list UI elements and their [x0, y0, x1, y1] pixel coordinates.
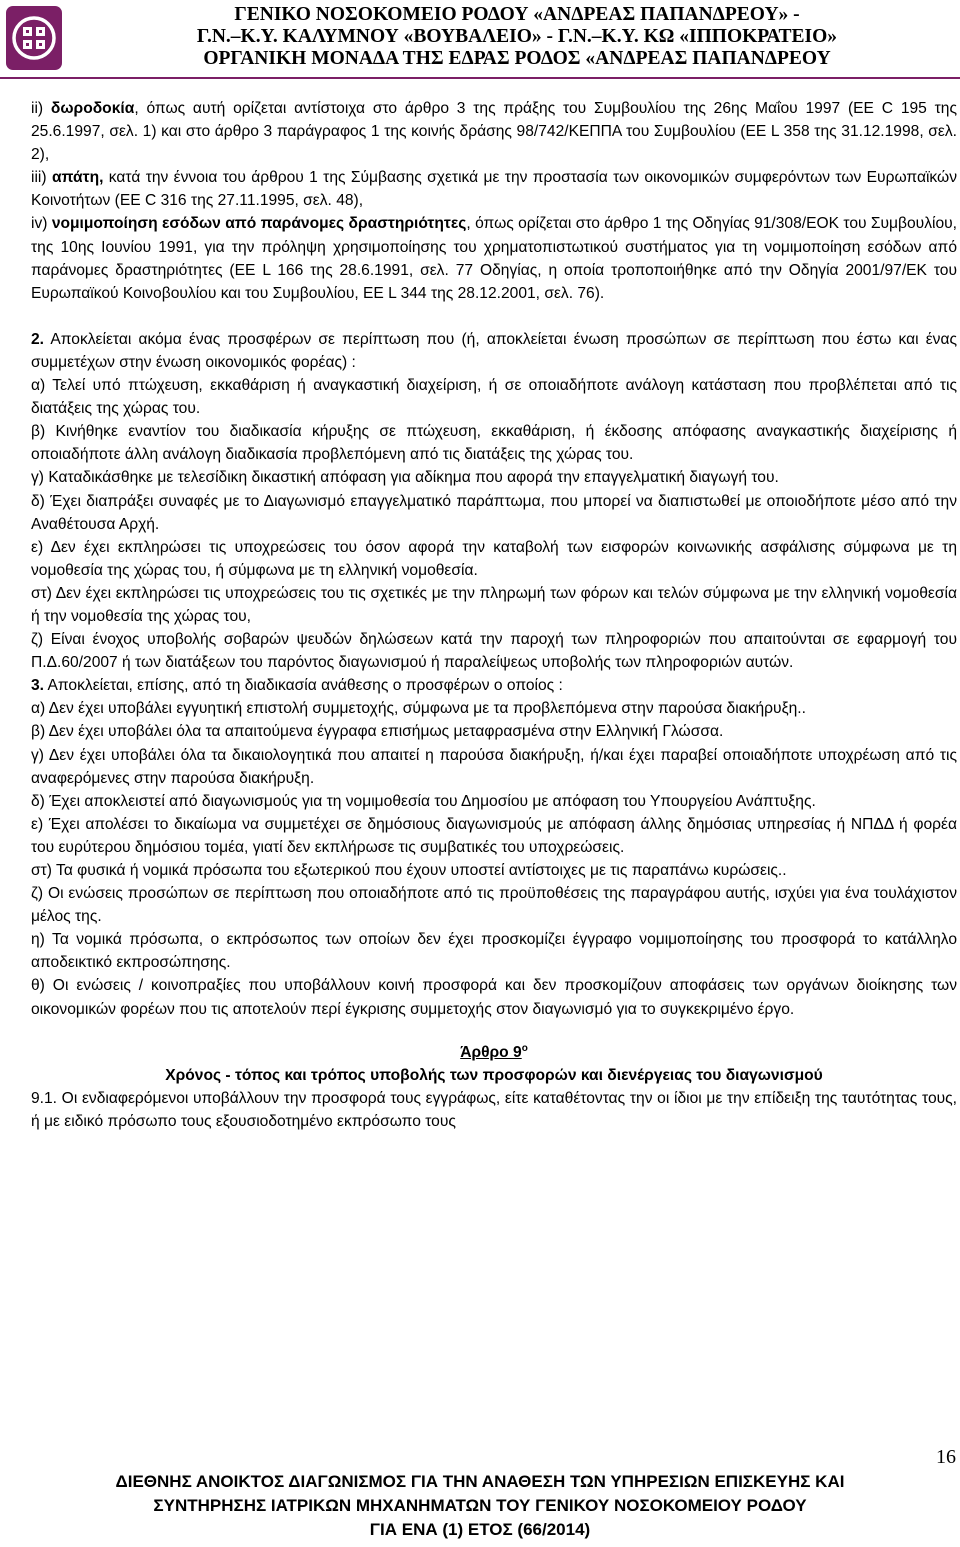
- paragraph-9-1: 9.1. Οι ενδιαφερόμενοι υποβάλλουν την προσφορά τους εγγράφως, είτε καταθέτοντας την οι ίδιοι με την επίδειξη της ταυτότητας τους, ή με ειδικό πρόσωπο τους εξουσιοδοτημένο εκπρόσωπο τους: [31, 1090, 957, 1131]
- section-2-item-e: ε) Δεν έχει εκπληρώσει τις υποχρεώσεις του όσον αφορά την καταβολή των εισφορών κοινωνικής ασφάλισης σύμφωνα με τη νομοθεσία της χώρας του, ή σύμφωνα με τη ελληνική νομοθεσία.: [31, 538, 957, 579]
- page-number: 16: [936, 1446, 956, 1468]
- hospital-emblem-icon: [6, 6, 62, 70]
- section-2-item-st: στ) Δεν έχει εκπληρώσει τις υποχρεώσεις του τις σχετικές με την πληρωμή των φόρων και τελών σύμφωνα με την ελληνική νομοθεσία ή την νομοθεσία της χώρας του,: [31, 584, 957, 625]
- page-footer: [0, 1470, 960, 1542]
- header-line-3: ΟΡΓΑΝΙΚΗ ΜΟΝΑΔΑ ΤΗΣ ΕΔΡΑΣ ΡΟΔΟΣ «ΑΝΔΡΕΑΣ ΠΑΠΑΝΔΡΕΟΥ: [203, 48, 831, 69]
- header-divider: [0, 77, 960, 79]
- section-3-item-a: α) Δεν έχει υποβάλει εγγυητική επιστολή συμμετοχής, σύμφωνα με τα προβλεπόμενα στην παρούσα διακήρυξη..: [31, 700, 806, 718]
- document-body: [31, 97, 957, 1133]
- section-2-item-a: α) Τελεί υπό πτώχευση, εκκαθάριση ή αναγκαστική διαχείριση, ή σε οποιαδήποτε ανάλογη κατάσταση που προβλέπεται από τις διατάξεις της χώρας του.: [31, 377, 957, 418]
- section-3-number: 3.: [31, 677, 45, 695]
- section-2-item-z: ζ) Είναι ένοχος υποβολής σοβαρών ψευδών δηλώσεων κατά την παροχή των πληροφοριών που απαιτούνται σε εφαρμογή του Π.Δ.60/2007 ή των διατάξεων του παρόντος διαγωνισμού ή παραλείψεως υποβολής των πληροφοριών αυτών.: [31, 631, 957, 672]
- section-3-item-st: στ) Τα φυσικά ή νομικά πρόσωπα του εξωτερικού που έχουν υποστεί αντίστοιχες με τις παραπάνω κυρώσεις..: [31, 862, 787, 879]
- article-title: Άρθρο $9^o$: [460, 1042, 528, 1061]
- section-3-item-d: δ) Έχει αποκλειστεί από διαγωνισμούς για τη νομιμοθεσία του Δημοσίου με απόφαση του Υπουργείου Ανάπτυξης.: [31, 792, 816, 810]
- item-iii: iii) απάτη, κατά την έννοια του άρθρου 1 της Σύμβασης σχετικά με την προστασία των οικονομικών συμφερόντων των Ευρωπαϊκών Κοινοτήτων (ΕΕ C 316 της 27.11.1995, σελ. 48),: [31, 169, 957, 210]
- article-subtitle: Χρόνος - τόπος και τρόπος υποβολής των προσφορών και διενέργειας του διαγωνισμού: [165, 1066, 823, 1084]
- item-ii-term: δωροδοκία: [50, 100, 135, 117]
- section-3-item-th: θ) Οι ενώσεις / κοινοπραξίες που υποβάλλουν κοινή προσφορά και δεν προσκομίζουν αποφάσεις των οργάνων διοίκησης των οικονομικών φορέων που τις αποτελούν περί έγκρισης συμμετοχής στον διαγωνισμό για το συγκεκριμένο έργο.: [31, 977, 957, 1018]
- section-2-number: 2.: [31, 330, 45, 348]
- header-line-1: ΓΕΝΙΚΟ ΝΟΣΟΚΟΜΕΙΟ ΡΟΔΟΥ «ΑΝΔΡΕΑΣ ΠΑΠΑΝΔΡΕΟΥ» -: [234, 4, 800, 25]
- section-3-item-z: ζ) Οι ενώσεις προσώπων σε περίπτωση που οποιαδήποτε από τις προϋποθέσεις της παραγράφου αυτής, ισχύει για ένα τουλάχιστον μέλος της.: [31, 885, 957, 926]
- section-3-item-h: η) Τα νομικά πρόσωπα, ο εκπρόσωπος των οποίων δεν έχει προσκομίζει έγγραφο νομιμοποίησης του προσφορά το κατάλληλο αποδεικτικό εκπροσώπησης.: [31, 931, 957, 972]
- section-2-intro: 2. Αποκλείεται ακόμα ένας προσφέρων σε περίπτωση που (ή, αποκλείεται ένωση προσώπων σε περίπτωση που έστω και ένας συμμετέχων στην ένωση οικονομικός φορέας) :: [31, 330, 957, 371]
- section-3-intro: 3. Αποκλείεται, επίσης, από τη διαδικασία ανάθεσης ο προσφέρων ο οποίος :: [31, 677, 563, 695]
- footer-line-3: ΓΙΑ ΕΝΑ (1) ΕΤΟΣ (66/2014): [369, 1520, 591, 1539]
- header-line-2: Γ.Ν.–Κ.Υ. ΚΑΛΥΜΝΟΥ «ΒΟΥΒΑΛΕΙΟ» - Γ.Ν.–Κ.Υ. ΚΩ «ΙΠΠΟΚΡΑΤΕΙΟ»: [196, 26, 838, 47]
- section-3-item-b: β) Δεν έχει υποβάλει όλα τα απαιτούμενα έγγραφα επισήμως μεταφρασμένα στην Ελληνική Γλώσσα.: [31, 723, 724, 741]
- item-ii: ii) δωροδοκία, όπως αυτή ορίζεται αντίστοιχα στο άρθρο 3 της πράξης του Συμβουλίου της 26ης Μαΐου 1997 (ΕΕ C 195 της 25.6.1997, σελ. 1) και στο άρθρο 3 παράγραφος 1 της κοινής δράσης 98/742/ΚΕΠΠΑ του Συμβουλίου (ΕΕ L 358 της 31.12.1998, σελ. 2),: [31, 100, 957, 164]
- item-iv-term: νομιμοποίηση εσόδων από παράνομες δραστηριότητες: [51, 215, 467, 233]
- page-header: [78, 4, 956, 70]
- footer-line-1: ΔΙΕΘΝΗΣ ΑΝΟΙΚΤΟΣ ΔΙΑΓΩΝΙΣΜΟΣ ΓΙΑ ΤΗΝ ΑΝΑΘΕΣΗ ΤΩΝ ΥΠΗΡΕΣΙΩΝ ΕΠΙΣΚΕΥΗΣ ΚΑΙ: [115, 1472, 845, 1491]
- section-2-item-b: β) Κινήθηκε εναντίον του διαδικασία κήρυξης σε πτώχευση, εκκαθάριση, ή έκδοσης απόφασης αναγκαστικής διαχείρισης ή οποιαδήποτε άλλη ανάλογη διαδικασία προβλεπόμενη από τις διατάξεις της χώρας του.: [31, 423, 957, 464]
- section-3-item-e: ε) Έχει απολέσει το δικαίωμα να συμμετέχει σε δημόσιους διαγωνισμούς με απόφαση άλλης δημόσιας υπηρεσίας ή ΝΠΔΔ ή φορέα του ευρύτερου δημόσιου τομέα, γιατί δεν εκπλήρωσε τις συμβατικές του υποχρεώσεις.: [31, 815, 957, 856]
- section-2-item-d: δ) Έχει διαπράξει συναφές με το Διαγωνισμό επαγγελματικό παράπτωμα, που μπορεί να διαπιστωθεί με οποιοδήποτε μέσο από την Αναθέτουσα Αρχή.: [31, 492, 957, 533]
- item-iii-term: απάτη,: [51, 169, 104, 187]
- item-iv: iv) νομιμοποίηση εσόδων από παράνομες δραστηριότητες, όπως ορίζεται στο άρθρο 1 της Οδηγίας 91/308/ΕΟΚ του Συμβουλίου, της 10ης Ιουνίου 1991, για την πρόληψη χρησιμοποίησης του χρηματοπιστωτικού συστήματος για τη νομιμοποίηση εσόδων από παράνομες δραστηριότητες (ΕΕ L 166 της 28.6.1991, σελ. 77 Οδηγίας, η οποία τροποποιήθηκε από την Οδηγία 2001/97/ΕΚ του Ευρωπαϊκού Κοινοβουλίου και του Συμβουλίου, ΕΕ L 344 της 28.12.2001, σελ. 76).: [31, 215, 958, 302]
- footer-line-2: ΣΥΝΤΗΡΗΣΗΣ ΙΑΤΡΙΚΩΝ ΜΗΧΑΝΗΜΑΤΩΝ ΤΟΥ ΓΕΝΙΚΟΥ ΝΟΣΟΚΟΜΕΙΟΥ ΡΟΔΟΥ: [153, 1496, 807, 1515]
- section-2-item-c: γ) Καταδικάσθηκε με τελεσίδικη δικαστική απόφαση για αδίκημα που αφορά την επαγγελματική διαγωγή του.: [31, 469, 779, 487]
- section-3-item-c: γ) Δεν έχει υποβάλει όλα τα δικαιολογητικά που απαιτεί η παρούσα διακήρυξη, ή/και έχει παραβεί οποιαδήποτε υποχρέωση από τις αναφερόμενες στην παρούσα διακήρυξη.: [31, 746, 957, 787]
